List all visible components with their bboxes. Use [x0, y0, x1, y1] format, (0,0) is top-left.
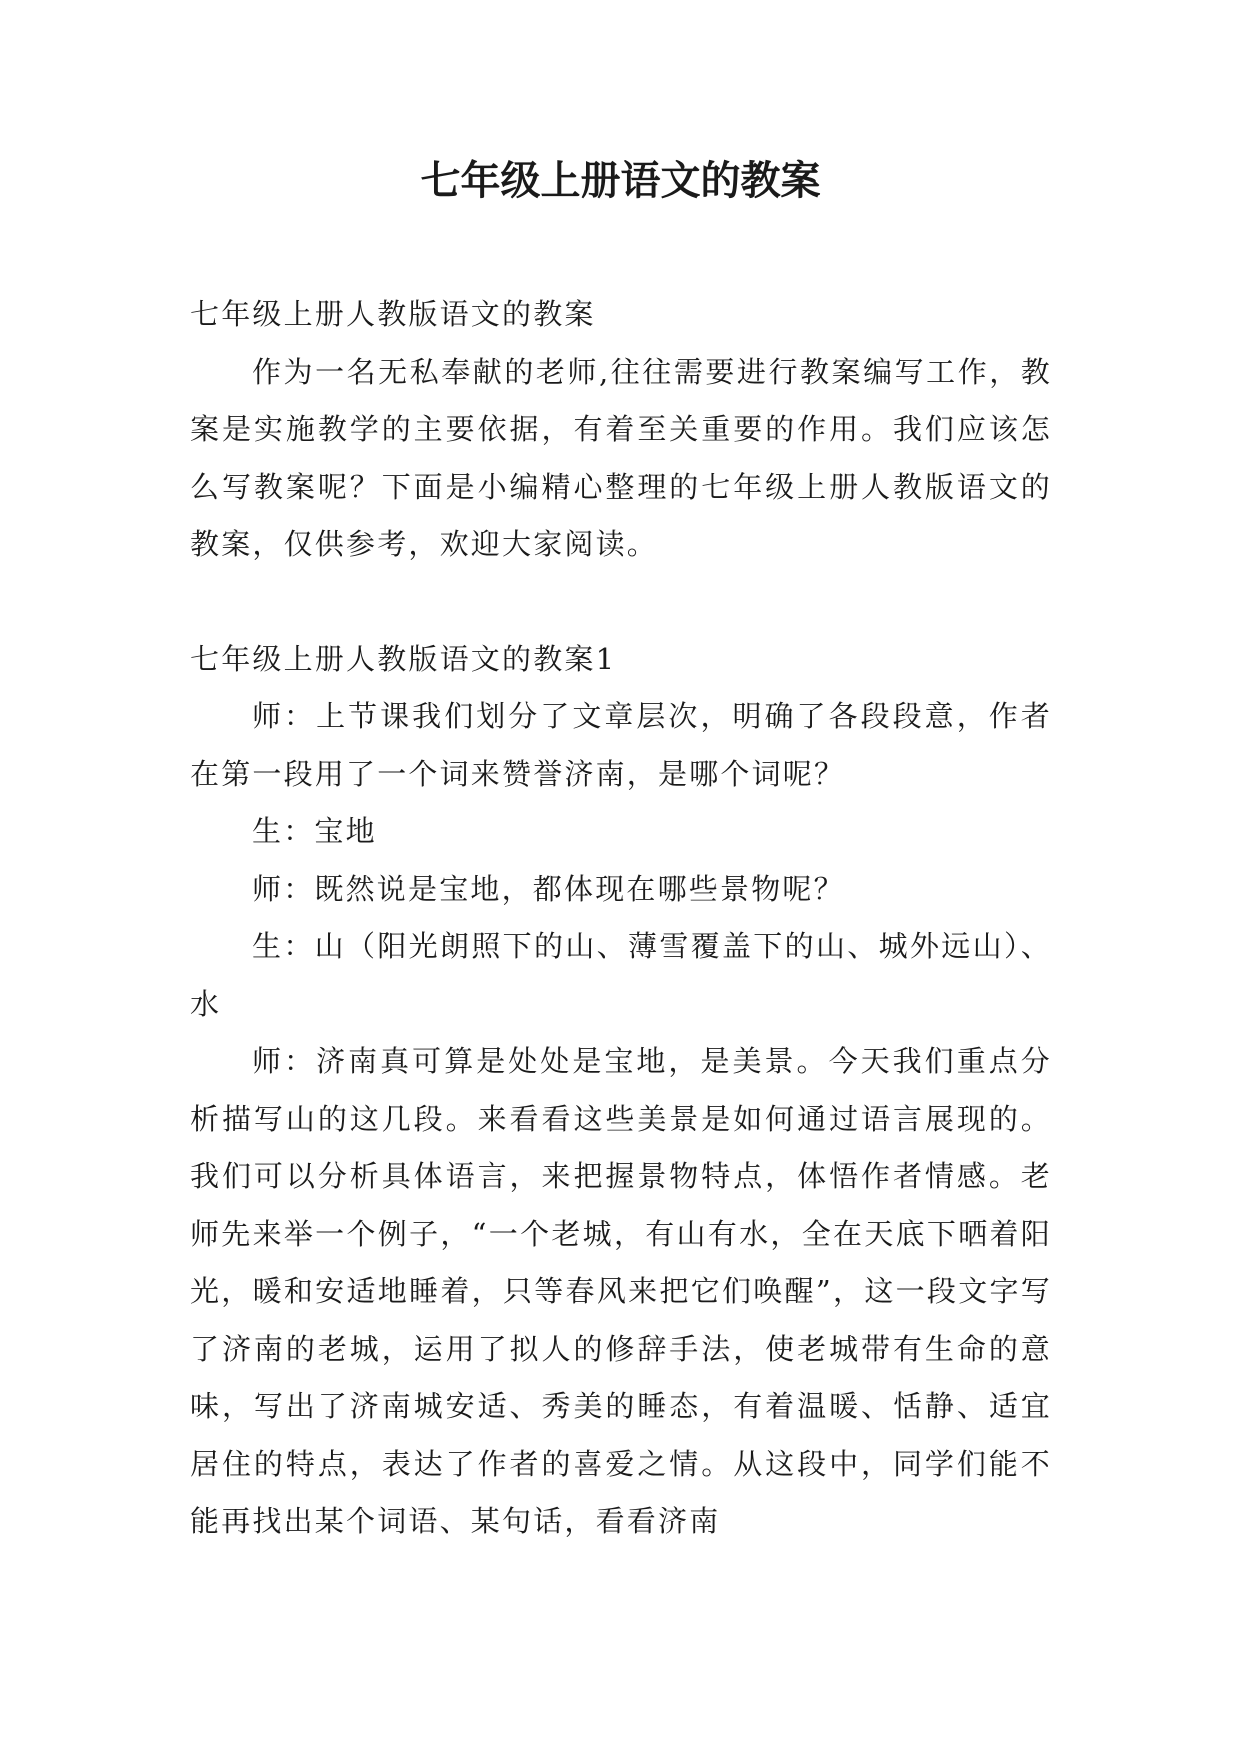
dialogue-paragraph: 师：上节课我们划分了文章层次，明确了各段段意，作者在第一段用了一个词来赞誉济南，是哪个词呢？ — [190, 699, 1052, 791]
intro-paragraph: 作为一名无私奉献的老师,往往需要进行教案编写工作，教案是实施教学的主要依据，有着至关重要的作用。我们应该怎么写教案呢？下面是小编精心整理的七年级上册人教版语文的教案，仅供参考，欢迎大家阅读。 — [190, 354, 1052, 561]
intro-heading: 七年级上册人教版语文的教案 — [190, 297, 596, 331]
dialogue-paragraph: 生：山（阳光朗照下的山、薄雪覆盖下的山、城外远山）、水 — [190, 929, 1052, 1021]
document-body — [190, 286, 1052, 1551]
dialogue-paragraph: 师：既然说是宝地，都体现在哪些景物呢？ — [252, 871, 845, 906]
dialogue-paragraph: 生：宝地 — [252, 814, 377, 848]
section-heading: 七年级上册人教版语文的教案1 — [190, 641, 617, 676]
document-title: 七年级上册语文的教案 — [420, 157, 821, 204]
dialogue-paragraph: 师：济南真可算是处处是宝地，是美景。今天我们重点分析描写山的这几段。来看看这些美景是如何通过语言展现的。我们可以分析具体语言，来把握景物特点，体悟作者情感。老师先来举一个例子，“一个老城，有山有水，全在天底下晒着阳光，暖和安适地睡着，只等春风来把它们唤醒”，这一段文字写了济南的老城，运用了拟人的修辞手法，使老城带有生命的意味，写出了济南城安适、秀美的睡态，有着温暖、恬静、适宜居住的特点，表达了作者的喜爱之情。从这段中，同学们能不能再找出某个词语、某句话，看看济南 — [190, 1044, 1052, 1538]
paragraph-spacer — [190, 574, 1052, 631]
